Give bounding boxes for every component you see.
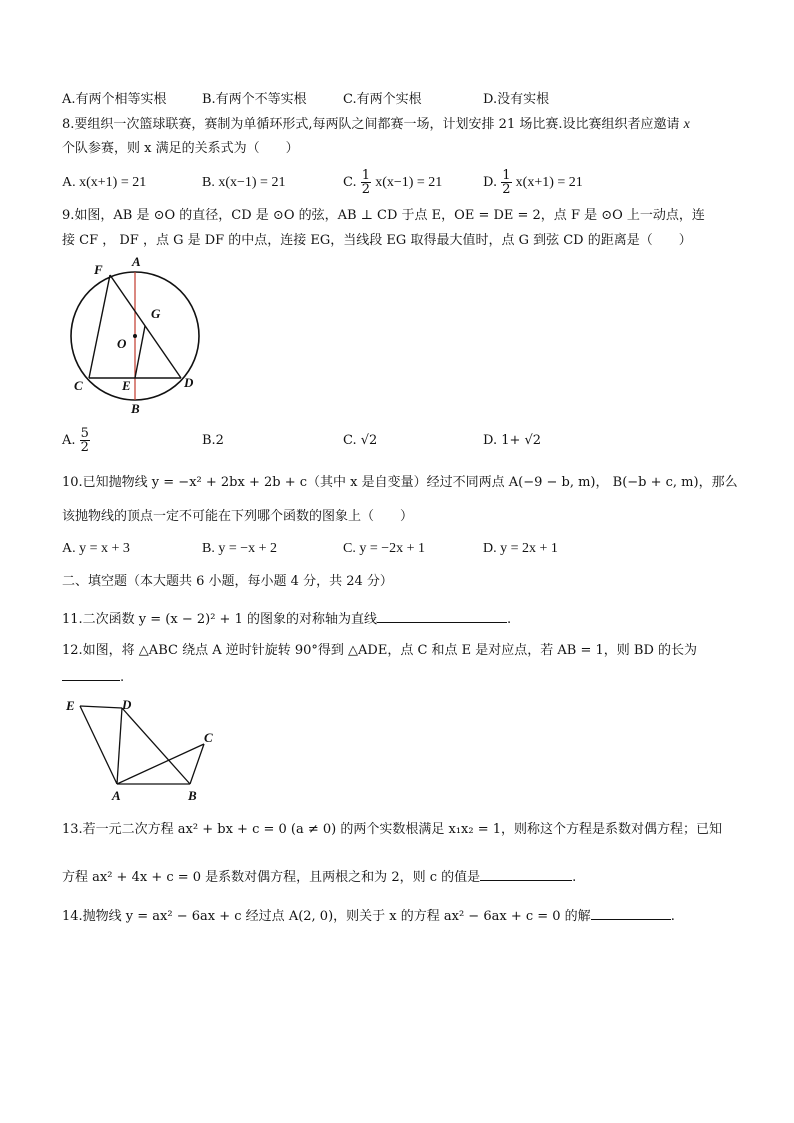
q10-line2: 该抛物线的顶点一定不可能在下列哪个函数的图象上（ ） xyxy=(62,509,414,524)
q8-option-c-fraction xyxy=(361,169,371,196)
fraction-denominator: 2 xyxy=(80,440,89,455)
q13-line1: 13.若一元二次方程 ax² + bx + c = 0 (a ≠ 0) 的两个实数根满足 x₁x₂ = 1，则称这个方程是系数对偶方程；已知 xyxy=(62,822,723,837)
q11-text: 11.二次函数 y = (x − 2)² + 1 的图象的对称轴为直线 xyxy=(62,612,377,627)
label-c: C xyxy=(74,378,83,393)
answer-blank[interactable] xyxy=(377,608,507,623)
q8-option-c-prefix: C. xyxy=(343,175,357,190)
q7-option-c: C.有两个实根 xyxy=(343,92,422,107)
q8-option-b: B. x(x−1) = 21 xyxy=(202,175,286,190)
label-e: E xyxy=(122,378,131,393)
fraction-numerator: 5 xyxy=(80,426,89,441)
q8-option-c xyxy=(343,163,442,203)
q7-option-a: A.有两个相等实根 xyxy=(62,92,167,107)
q9-circle-figure xyxy=(62,250,212,420)
segment-ae xyxy=(80,706,117,784)
answer-blank[interactable] xyxy=(62,666,120,681)
segment-cf xyxy=(89,275,110,378)
label-b: B xyxy=(188,788,197,803)
fraction-numerator: 1 xyxy=(361,168,371,183)
q11 xyxy=(62,608,511,629)
segment-bd xyxy=(122,708,190,784)
q8-option-d-fraction xyxy=(501,169,511,196)
q8-option-d xyxy=(483,163,583,203)
label-d: D xyxy=(184,375,194,390)
q10-option-a: A. y = x + 3 xyxy=(62,541,130,556)
q11-end: . xyxy=(506,612,512,627)
q10-option-d: D. y = 2x + 1 xyxy=(483,541,558,556)
q10-option-c: C. y = −2x + 1 xyxy=(343,541,426,556)
fraction-denominator: 2 xyxy=(502,182,511,197)
answer-blank[interactable] xyxy=(591,905,671,920)
q9-line1: 9.如图，AB 是 ⊙O 的直径，CD 是 ⊙O 的弦，AB ⊥ CD 于点 E，OE = DE = 2，点 F 是 ⊙O 上一动点，连 xyxy=(62,208,705,223)
fraction-denominator: 2 xyxy=(361,182,371,197)
q8-line2: 个队参赛，则 x 满足的关系式为（ ） xyxy=(62,141,299,156)
segment-ed xyxy=(80,706,122,708)
q8-option-d-prefix: D. xyxy=(483,175,498,190)
label-a: A xyxy=(132,254,141,269)
q9-option-a-fraction xyxy=(80,427,90,454)
q9-option-a xyxy=(62,421,90,461)
q9-option-d: D. 1+ √2 xyxy=(483,433,542,448)
answer-blank[interactable] xyxy=(480,866,572,881)
q12-triangle-figure xyxy=(62,694,232,806)
label-c: C xyxy=(204,730,213,745)
q8-line1 xyxy=(62,116,690,134)
q12-end: . xyxy=(120,670,125,685)
q13-line2 xyxy=(62,866,576,887)
q7-option-b: B.有两个不等实根 xyxy=(202,92,307,107)
q14 xyxy=(62,905,675,926)
q12-line2 xyxy=(62,666,124,687)
q8-line1-text: 8.要组织一次篮球联赛，赛制为单循环形式,每两队之间都赛一场，计划安排 21 场比赛.设比赛组织者应邀请 xyxy=(62,117,680,132)
segment-ad xyxy=(117,708,122,784)
label-b: B xyxy=(131,401,140,416)
q13-end: . xyxy=(572,870,577,885)
q10-line1: 10.已知抛物线 y = −x² + 2bx + 2b + c（其中 x 是自变量）经过不同两点 A(−9 − b, m)， B(−b + c, m)，那么 xyxy=(62,475,738,490)
center-point xyxy=(133,334,137,338)
segment-eg xyxy=(135,326,145,378)
label-o: O xyxy=(117,336,127,351)
q14-end: . xyxy=(670,909,675,924)
section-title: 二、填空题（本大题共 6 小题，每小题 4 分，共 24 分） xyxy=(62,574,393,589)
label-a: A xyxy=(112,788,121,803)
q8-option-c-expr: x(x−1) = 21 xyxy=(375,175,443,190)
label-f: F xyxy=(94,262,103,277)
q14-text: 14.抛物线 y = ax² − 6ax + c 经过点 A(2, 0)，则关于 x 的方程 ax² − 6ax + c = 0 的解 xyxy=(62,909,591,924)
q12-line1: 12.如图，将 △ABC 绕点 A 逆时针旋转 90°得到 △ADE，点 C 和点 E 是对应点，若 AB = 1，则 BD 的长为 xyxy=(62,643,698,658)
label-d: D xyxy=(122,697,132,712)
fraction-numerator: 1 xyxy=(502,168,511,183)
q13-line2-text: 方程 ax² + 4x + c = 0 是系数对偶方程，且两根之和为 2，则 c 的值是 xyxy=(62,870,481,885)
q8-option-a: A. x(x+1) = 21 xyxy=(62,175,147,190)
q10-option-b: B. y = −x + 2 xyxy=(202,541,278,556)
label-g: G xyxy=(151,306,161,321)
q9-option-b: B.2 xyxy=(202,433,224,448)
segment-ac xyxy=(117,744,204,784)
q9-option-a-prefix: A. xyxy=(62,433,76,448)
label-e: E xyxy=(66,698,75,713)
q8-option-d-expr: x(x+1) = 21 xyxy=(515,175,583,190)
q9-line2: 接 CF ， DF ，点 G 是 DF 的中点，连接 EG，当线段 EG 取得最大值时，点 G 到弦 CD 的距离是（ ） xyxy=(62,233,692,248)
q7-option-d: D.没有实根 xyxy=(483,92,550,107)
q8-line1-var: x xyxy=(683,117,690,132)
q9-option-c: C. √2 xyxy=(343,433,378,448)
